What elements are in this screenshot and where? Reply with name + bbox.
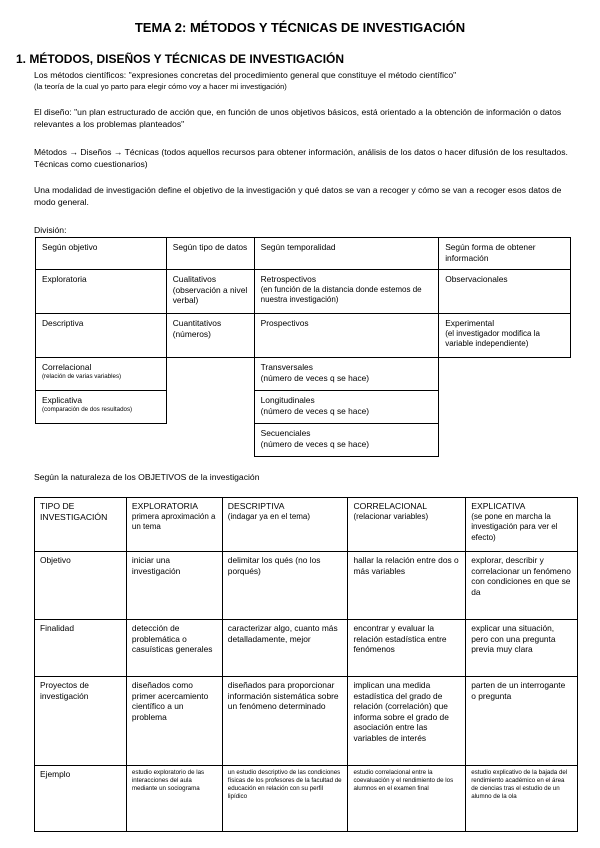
table-cell <box>166 314 254 358</box>
table-cell: diseñados para proporcionar información sistemática sobre un fenómeno determinado <box>222 677 348 766</box>
table-cell: estudio explicativo de la bajada del rendimiento académico en el área de ciencias tras el estudio de un alumno de la ola <box>466 766 578 832</box>
table-cell: encontrar y evaluar la relación estadística entre fenómenos <box>348 620 466 677</box>
col-note: (se pone en marcha la investigación para ver el efecto) <box>471 511 558 542</box>
col-note: primera aproximación a un tema <box>131 511 216 531</box>
table-cell: delimitar los qués (no los porqués) <box>222 552 348 620</box>
cell-label: Retrospectivos <box>260 274 317 284</box>
cell-note: (en función de la distancia donde estemos de nuestra investigación) <box>260 284 422 304</box>
table-cell: explorar, describir y correlacionar un fenómeno con condiciones en que se da <box>466 552 578 620</box>
table-cell: iniciar una investigación <box>126 552 222 620</box>
cell-note: (número de veces q se hace) <box>260 372 370 383</box>
empty-cell <box>439 391 571 424</box>
naturaleza-label: Según la naturaleza de los OBJETIVOS de la investigación <box>34 472 260 482</box>
table-cell <box>254 391 439 424</box>
table-cell <box>166 270 254 314</box>
cell-note: (comparación de dos resultados) <box>42 405 133 413</box>
cell-note: (número de veces q se hace) <box>260 405 370 416</box>
table-cell: estudio exploratorio de las interacciones del aula mediante un sociograma <box>126 766 222 832</box>
division-label: División: <box>34 225 67 235</box>
header-cell <box>348 498 466 552</box>
header-cell <box>466 498 578 552</box>
header-cell: Según temporalidad <box>254 238 439 270</box>
cell-note: (el investigador modifica la variable independiente) <box>445 328 540 348</box>
header-cell: TIPO DE INVESTIGACIÓN <box>35 498 127 552</box>
table-cell: Observacionales <box>439 270 571 314</box>
paragraph-tecnicas: Métodos → Diseños → Técnicas (todos aquellos recursos para obtener información, análisis de los datos o hacer difusión de los resultados. Técnicas como cuestionarios) <box>34 147 568 169</box>
cell-note: (observación a nivel verbal) <box>172 284 248 305</box>
row-label: Finalidad <box>35 620 127 677</box>
table-cell <box>36 358 167 391</box>
row-label: Ejemplo <box>35 766 127 832</box>
header-cell: Según tipo de datos <box>166 238 254 270</box>
col-title: DESCRIPTIVA <box>227 501 285 511</box>
empty-cell <box>166 391 254 424</box>
paragraph-modalidad: Una modalidad de investigación define el objetivo de la investigación y qué datos se van a recoger y cómo se van a recoger esos datos de modo general. <box>34 185 562 207</box>
table-cell <box>439 314 571 358</box>
table-cell: implican una medida estadística del grado de relación (correlación) que informa sobre el grado de asociación entre las variables de interés <box>348 677 466 766</box>
row-label: Proyectos de investigación <box>35 677 127 766</box>
table-cell: Descriptiva <box>36 314 167 358</box>
header-cell <box>222 498 348 552</box>
cell-label: Cuantitativos <box>172 318 222 328</box>
table-cell: explicar una situación, pero con una pregunta previa muy clara <box>466 620 578 677</box>
page-title: TEMA 2: MÉTODOS Y TÉCNICAS DE INVESTIGACIÓN <box>134 20 466 35</box>
table-cell <box>254 358 439 391</box>
objectives-table <box>34 497 578 832</box>
paragraph-diseno: El diseño: "un plan estructurado de acción que, en función de unos objetivos básicos, está orientado a la obtención de información o datos relevantes a los problemas planteados" <box>34 107 562 129</box>
table-cell <box>254 270 439 314</box>
header-cell: Según forma de obtener información <box>439 238 571 270</box>
table-cell: Exploratoria <box>36 270 167 314</box>
paragraph-metodos-note: (la teoría de la cual yo parto para elegir cómo voy a hacer mi investigación) <box>34 82 287 91</box>
col-title: CORRELACIONAL <box>353 501 427 511</box>
empty-cell <box>166 424 254 457</box>
row-label: Objetivo <box>35 552 127 620</box>
header-cell <box>126 498 222 552</box>
col-note: (indagar ya en el tema) <box>227 511 311 521</box>
cell-note: (números) <box>172 328 211 339</box>
division-table <box>35 237 571 457</box>
header-cell: Según objetivo <box>36 238 167 270</box>
cell-label: Longitudinales <box>260 395 315 405</box>
cell-label: Secuenciales <box>260 428 311 438</box>
table-cell: un estudio descriptivo de las condiciones físicas de los profesores de la facultad de educación en relación con su perfil lipídico <box>222 766 348 832</box>
empty-cell <box>166 358 254 391</box>
table-cell: parten de un interrogante o pregunta <box>466 677 578 766</box>
cell-label: Explicativa <box>42 395 83 405</box>
section-heading: 1. MÉTODOS, DISEÑOS Y TÉCNICAS DE INVESTIGACIÓN <box>16 52 345 66</box>
cell-note: (número de veces q se hace) <box>260 438 370 449</box>
col-title: EXPLORATORIA <box>131 501 198 511</box>
table-cell: caracterizar algo, cuanto más detalladamente, mejor <box>222 620 348 677</box>
paragraph-metodos: Los métodos científicos: "expresiones concretas del procedimiento general que constituye el método científico" <box>34 70 457 80</box>
col-title: EXPLICATIVA <box>471 501 526 511</box>
empty-cell <box>439 424 571 457</box>
table-cell: hallar la relación entre dos o más variables <box>348 552 466 620</box>
table-cell: diseñados como primer acercamiento científico a un problema <box>126 677 222 766</box>
table-cell: estudio correlacional entre la coevaluación y el rendimiento de los alumnos en el examen final <box>348 766 466 832</box>
cell-label: Transversales <box>260 362 313 372</box>
empty-cell <box>439 358 571 391</box>
table-cell <box>254 424 439 457</box>
table-cell: Prospectivos <box>254 314 439 358</box>
table-cell: detección de problemática o casuísticas generales <box>126 620 222 677</box>
cell-note: (relación de varias variables) <box>42 372 122 380</box>
cell-label: Correlacional <box>42 362 92 372</box>
cell-label: Experimental <box>445 318 495 328</box>
col-note: (relacionar variables) <box>353 511 429 521</box>
table-cell <box>36 391 167 424</box>
cell-label: Cualitativos <box>172 274 217 284</box>
empty-cell <box>36 424 167 457</box>
